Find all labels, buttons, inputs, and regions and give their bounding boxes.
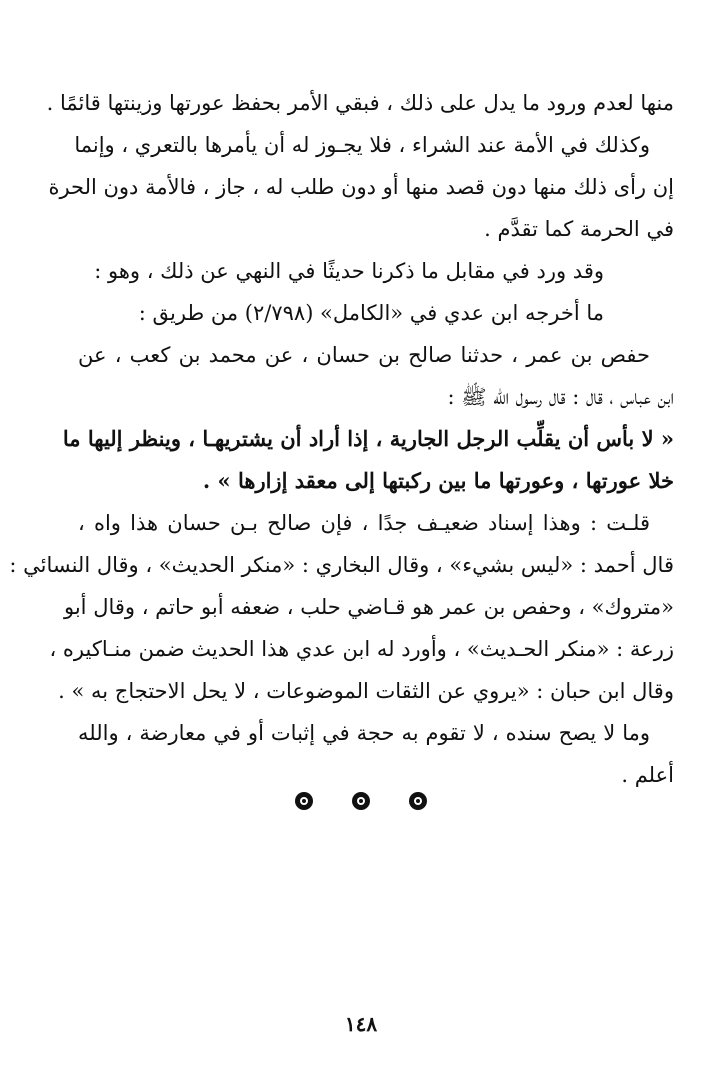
section-ornaments [0, 792, 722, 814]
text-line-15: وقال ابن حبان : «يروي عن الثقات الموضوعات ، لا يحل الاحتجاج به » . [58, 679, 674, 703]
text-line-13: «متروك» ، وحفص بن عمر هو قـاضي حلب ، ضعفه أبو حاتم ، وقال أبو [63, 595, 674, 619]
flower-ornament-icon [352, 792, 370, 810]
flower-ornament-icon [295, 792, 313, 810]
text-line-6: ما أخرجه ابن عدي في «الكامل» (٢/٧٩٨) من طريق : [138, 301, 604, 325]
text-line-17: أعلم . [621, 763, 674, 787]
hadith-line-1: « لا بأس أن يقلِّب الرجل الجارية ، إذا أراد أن يشتريهـا ، وينظر إليها ما [62, 426, 674, 451]
hadith-line-2: خلا عورتها ، وعورتها ما بين ركبتها إلى معقد إزارها » . [202, 468, 674, 493]
page-number: ١٤٨ [344, 1012, 378, 1036]
text-line-12: قال أحمد : «ليس بشيء» ، وقال البخاري : «منكر الحديث» ، وقال النسائي : [9, 553, 674, 577]
text-line-3: إن رأى ذلك منها دون قصد منها أو دون طلب له ، جاز ، فالأمة دون الحرة [48, 175, 674, 199]
text-line-14: زرعة : «منكر الحـديث» ، وأورد له ابن عدي هذا الحديث ضمن منـاكيره ، [49, 637, 674, 661]
text-line-1: منها لعدم ورود ما يدل على ذلك ، فبقي الأمر بحفظ عورتها وزينتها قائمًا . [46, 91, 674, 115]
text-line-11: قلـت : وهذا إسناد ضعيـف جدًا ، فإن صالح بـن حسان هذا واه ، [78, 511, 650, 535]
text-line-5: وقد ورد في مقابل ما ذكرنا حديثًا في النهي عن ذلك ، وهو : [94, 259, 604, 283]
text-line-2: وكذلك في الأمة عند الشراء ، فلا يجـوز له أن يأمرها بالتعري ، وإنما [74, 133, 650, 157]
text-line-16: وما لا يصح سنده ، لا تقوم به حجة في إثبات أو في معارضة ، والله [78, 721, 650, 745]
text-line-8: ابن عباس ، قال : قال رسول الله ﷺ : [447, 385, 674, 409]
text-line-7: حفص بن عمر ، حدثنا صالح بن حسان ، عن محمد بن كعب ، عن [78, 343, 650, 367]
text-line-4: في الحرمة كما تقدَّم . [484, 217, 674, 241]
body-text [9, 82, 674, 796]
flower-ornament-icon [409, 792, 427, 810]
